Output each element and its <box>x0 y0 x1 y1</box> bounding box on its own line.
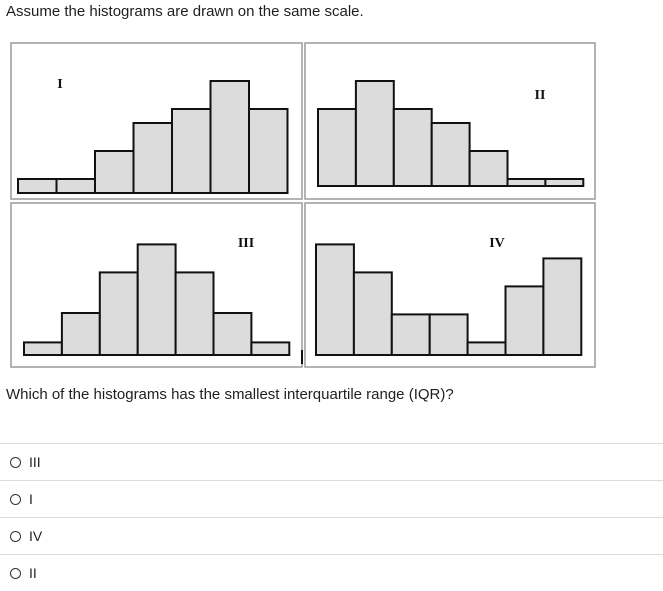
histogram-bar <box>506 286 544 355</box>
radio-button[interactable] <box>10 494 21 505</box>
histogram-bar <box>57 179 96 193</box>
instruction-text: Assume the histograms are drawn on the same scale. <box>6 3 364 20</box>
panel-label: I <box>57 77 63 92</box>
histogram-bar <box>545 179 583 186</box>
radio-button[interactable] <box>10 531 21 542</box>
panel-label: III <box>237 236 255 251</box>
histogram-bar <box>392 314 430 355</box>
histogram-bar <box>316 244 354 355</box>
histogram-bar <box>138 244 176 355</box>
radio-button[interactable] <box>10 457 21 468</box>
histogram-bar <box>100 272 138 355</box>
option-row[interactable] <box>0 554 663 591</box>
histogram-bar <box>95 151 134 193</box>
histogram-bar <box>211 81 250 193</box>
option-label: III <box>29 454 41 470</box>
histogram-bar <box>356 81 394 186</box>
histogram-bar <box>24 342 62 355</box>
histogram-bar <box>394 109 432 186</box>
histogram-bar <box>251 342 289 355</box>
histogram-bar <box>249 109 288 193</box>
option-row[interactable] <box>0 517 663 554</box>
histogram-panel <box>305 203 595 367</box>
histogram-bar <box>543 258 581 355</box>
histogram-bar <box>354 272 392 355</box>
histogram-bar <box>172 109 211 193</box>
histogram-bar <box>18 179 57 193</box>
option-label: I <box>29 491 33 507</box>
histogram-bar <box>134 123 173 193</box>
histogram-panel <box>305 43 595 199</box>
question-text: Which of the histograms has the smallest interquartile range (IQR)? <box>6 386 454 403</box>
histogram-bar <box>62 313 100 355</box>
answer-options <box>0 443 663 591</box>
option-label: IV <box>29 528 43 544</box>
option-row[interactable] <box>0 443 663 480</box>
option-label: II <box>29 565 37 581</box>
histogram-figure <box>10 42 596 368</box>
radio-button[interactable] <box>10 568 21 579</box>
panel-label: IV <box>489 236 505 251</box>
histogram-bar <box>508 179 546 186</box>
histogram-bar <box>176 272 214 355</box>
histogram-panel <box>11 203 302 367</box>
histogram-bar <box>318 109 356 186</box>
histogram-bar <box>430 314 468 355</box>
histogram-bar <box>470 151 508 186</box>
histogram-panel <box>11 43 302 199</box>
histogram-bar <box>214 313 252 355</box>
histogram-bar <box>432 123 470 186</box>
panel-label: II <box>534 88 546 103</box>
histogram-bar <box>468 342 506 355</box>
histograms-svg <box>10 42 596 368</box>
option-row[interactable] <box>0 480 663 517</box>
